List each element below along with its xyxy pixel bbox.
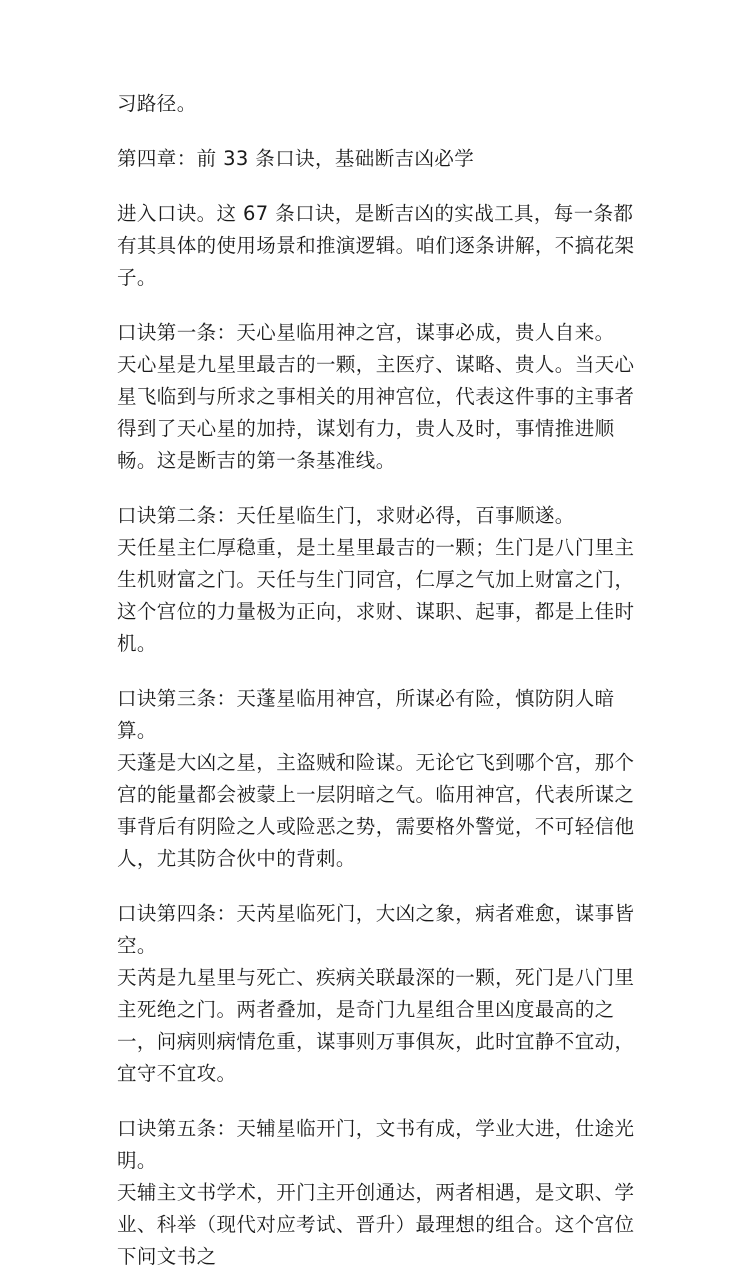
rule-block-5 bbox=[117, 1113, 642, 1273]
rule-title: 口诀第一条：天心星临用神之宫，谋事必成，贵人自来。 bbox=[117, 321, 615, 344]
rule-body: 天任星主仁厚稳重，是土星里最吉的一颗；生门是八门里主生机财富之门。天任与生门同宫，仁厚之气加上财富之门，这个宫位的力量极为正向，求财、谋职、起事，都是上佳时机。 bbox=[117, 536, 635, 655]
lead-fragment bbox=[117, 88, 642, 120]
rule-title: 口诀第四条：天芮星临死门，大凶之象，病者难愈，谋事皆空。 bbox=[117, 902, 635, 957]
rule-block-1 bbox=[117, 317, 642, 477]
rule-body: 天蓬是大凶之星，主盗贼和险谋。无论它飞到哪个宫，那个宫的能量都会被蒙上一层阴暗之气。临用神宫，代表所谋之事背后有阴险之人或险恶之势，需要格外警觉，不可轻信他人，尤其防合伙中的背刺。 bbox=[117, 751, 635, 870]
rule-block-2 bbox=[117, 500, 642, 660]
rule-block-4 bbox=[117, 898, 642, 1090]
rule-body: 天心星是九星里最吉的一颗，主医疗、谋略、贵人。当天心星飞临到与所求之事相关的用神宫位，代表这件事的主事者得到了天心星的加持，谋划有力，贵人及时，事情推进顺畅。这是断吉的第一条基准线。 bbox=[117, 353, 635, 472]
lead-line: 习路径。 bbox=[117, 92, 197, 115]
chapter-heading-block bbox=[117, 143, 642, 175]
rule-title: 口诀第五条：天辅星临开门，文书有成，学业大进，仕途光明。 bbox=[117, 1117, 635, 1172]
intro-paragraph: 进入口诀。这 67 条口诀，是断吉凶的实战工具，每一条都有其具体的使用场景和推演逻辑。咱们逐条讲解，不搞花架子。 bbox=[117, 202, 635, 289]
rule-body: 天辅主文书学术，开门主开创通达，两者相遇，是文职、学业、科举（现代对应考试、晋升）最理想的组合。这个宫位下问文书之 bbox=[117, 1181, 635, 1268]
rule-title: 口诀第三条：天蓬星临用神宫，所谋必有险，慎防阴人暗算。 bbox=[117, 687, 615, 742]
chapter-heading: 第四章：前 33 条口诀，基础断吉凶必学 bbox=[117, 147, 475, 170]
rule-body: 天芮是九星里与死亡、疾病关联最深的一颗，死门是八门里主死绝之门。两者叠加，是奇门九星组合里凶度最高的之一，问病则病情危重，谋事则万事俱灰，此时宜静不宜动，宜守不宜攻。 bbox=[117, 966, 635, 1085]
intro-block bbox=[117, 198, 642, 294]
rule-title: 口诀第二条：天任星临生门，求财必得，百事顺遂。 bbox=[117, 504, 575, 527]
rule-block-3 bbox=[117, 683, 642, 875]
